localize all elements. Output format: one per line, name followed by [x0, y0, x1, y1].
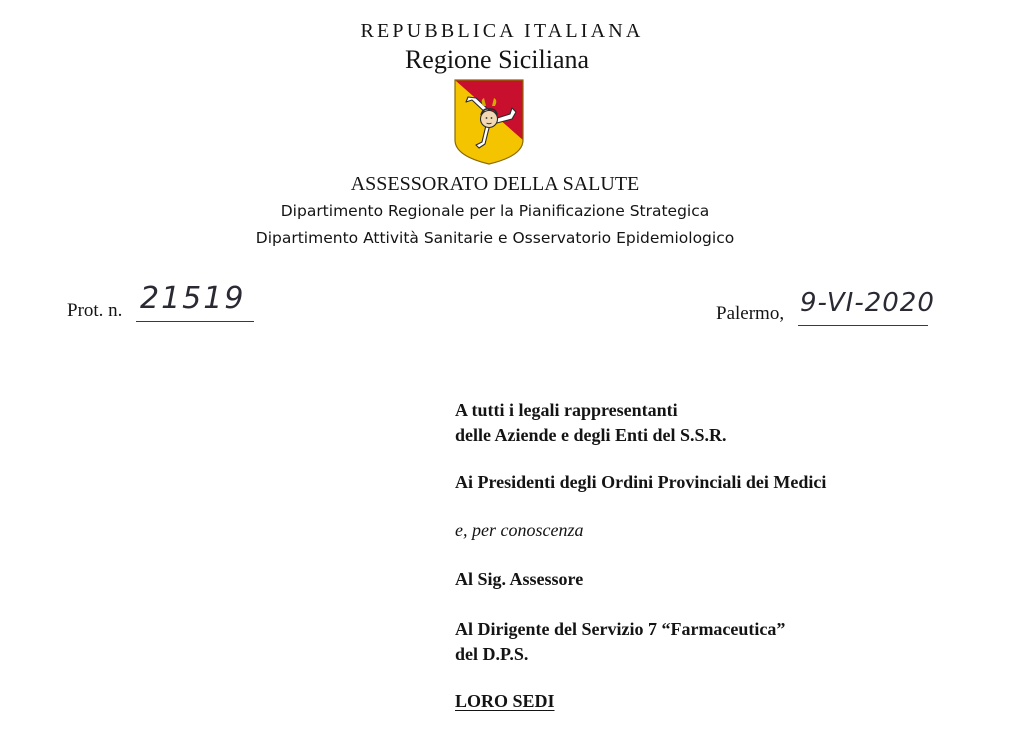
region-heading: Regione Siciliana: [404, 45, 590, 74]
recipient-line-1: A tutti i legali rappresentanti: [455, 400, 678, 420]
assessorato-heading: ASSESSORATO DELLA SALUTE: [350, 173, 640, 195]
department-line-2: Dipartimento Attività Sanitarie e Osservatorio Epidemiologico: [255, 229, 735, 247]
recipient-line-7: del D.P.S.: [455, 644, 529, 664]
date-underline: [798, 325, 928, 326]
protocol-underline: [136, 321, 254, 322]
recipient-line-5: Al Sig. Assessore: [455, 569, 584, 589]
protocol-label: Prot. n.: [67, 300, 123, 321]
trinacria-emblem-icon: [452, 78, 526, 166]
department-line-1: Dipartimento Regionale per la Pianificazione Strategica: [280, 202, 710, 220]
recipient-loro-sedi: LORO SEDI: [455, 691, 555, 711]
date-value: 9-VI-2020: [800, 288, 935, 318]
place-label: Palermo,: [716, 303, 785, 324]
recipient-line-2: delle Aziende e degli Enti del S.S.R.: [455, 425, 727, 445]
protocol-number: 21519: [140, 281, 246, 316]
republic-heading: REPUBBLICA ITALIANA: [360, 20, 644, 42]
recipient-cc-note: e, per conoscenza: [455, 520, 584, 540]
recipient-line-6: Al Dirigente del Servizio 7 “Farmaceutica”: [455, 619, 786, 639]
recipient-line-3: Ai Presidenti degli Ordini Provinciali dei Medici: [455, 472, 827, 492]
